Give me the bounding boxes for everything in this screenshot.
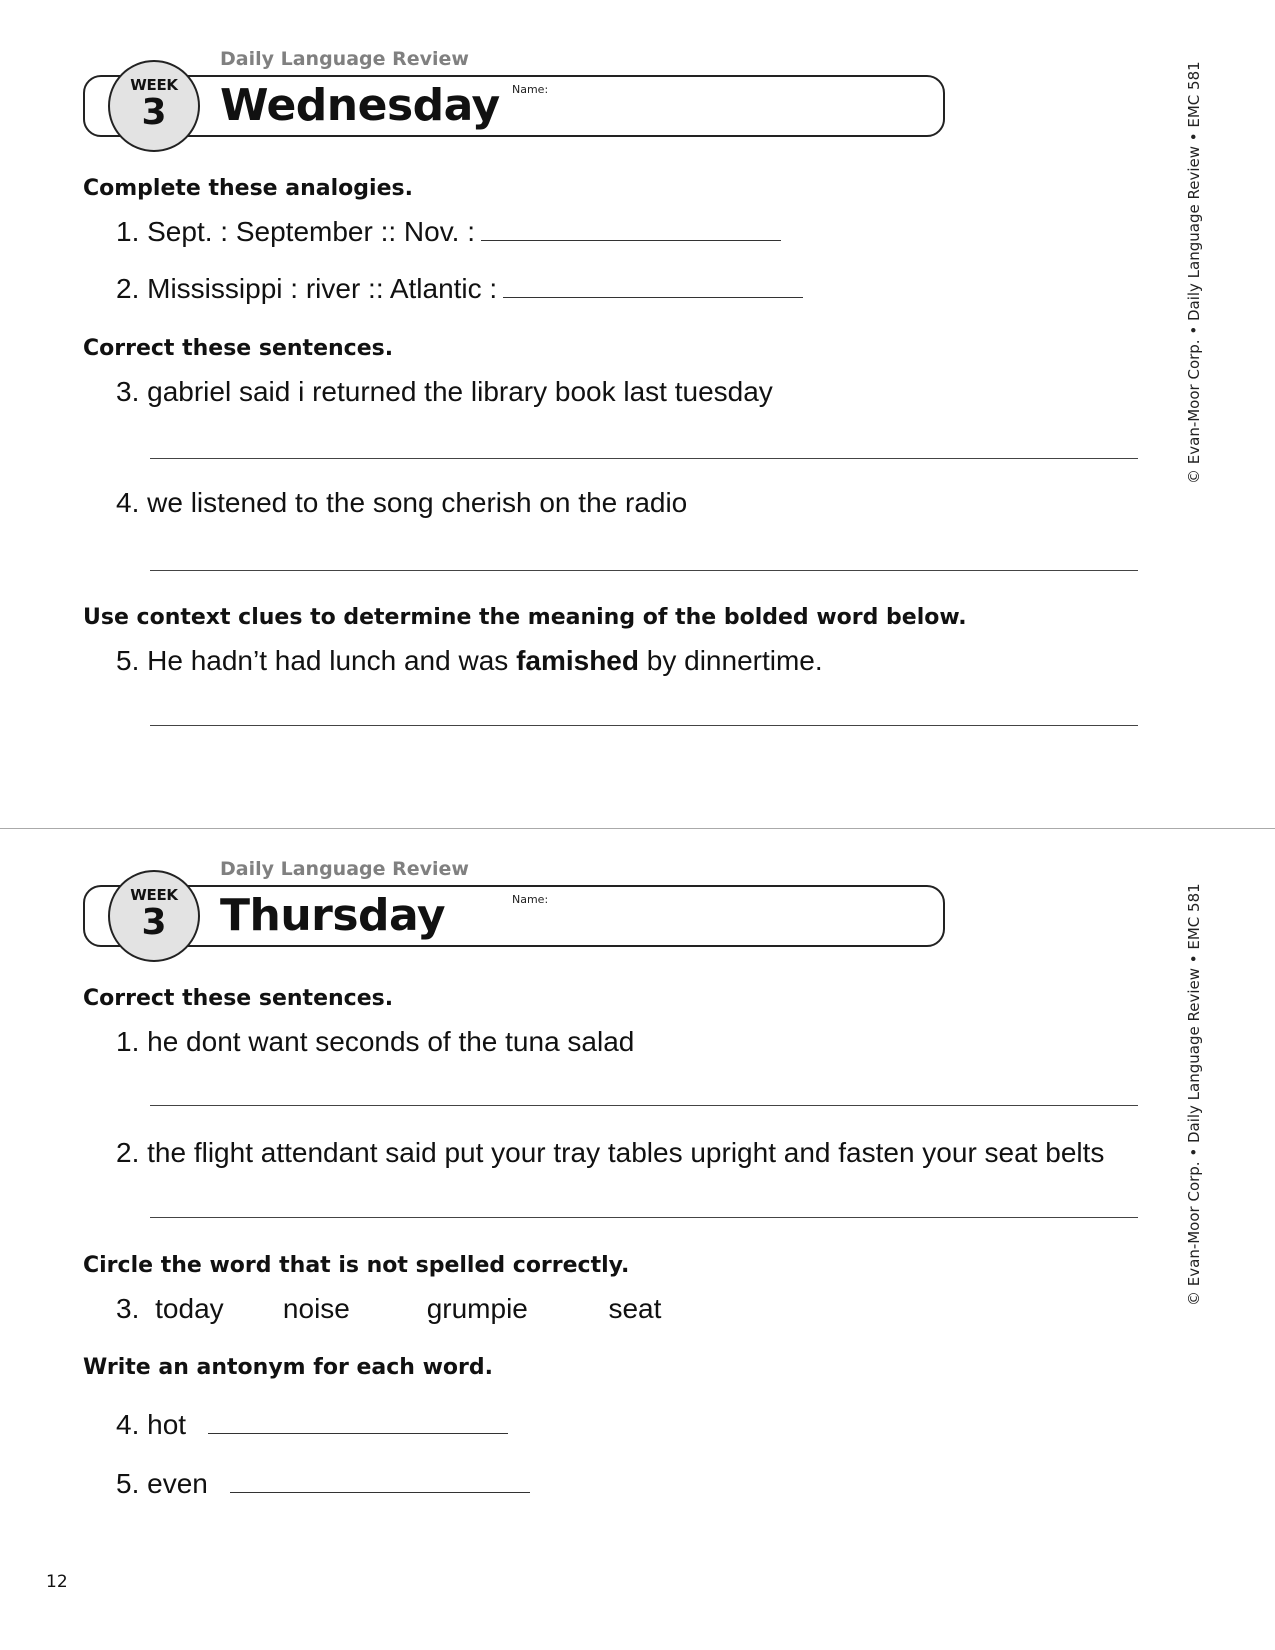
question-4-text: 4. hot xyxy=(116,1409,187,1440)
answer-line-5[interactable] xyxy=(150,725,1138,726)
page-divider xyxy=(0,828,1275,829)
instruction-analogies: Complete these analogies. xyxy=(83,176,413,201)
header-small-title: Daily Language Review xyxy=(220,858,469,880)
instruction-spelling: Circle the word that is not spelled correctly. xyxy=(83,1253,630,1278)
week-number: 3 xyxy=(141,902,167,943)
question-3 xyxy=(116,1293,661,1325)
name-label: Name: xyxy=(512,893,549,906)
answer-blank-2[interactable] xyxy=(503,296,803,298)
question-5 xyxy=(116,645,823,677)
question-1-text: 1. Sept. : September :: Nov. : xyxy=(116,216,475,247)
day-title: Wednesday xyxy=(220,80,500,131)
question-3-number: 3. xyxy=(116,1293,140,1324)
answer-line-3[interactable] xyxy=(150,458,1138,459)
question-3: 3. gabriel said i returned the library book last tuesday xyxy=(116,376,773,407)
name-label: Name: xyxy=(512,83,549,96)
answer-blank-4[interactable] xyxy=(208,1432,508,1434)
side-copyright-text: © Evan-Moor Corp. • Daily Language Review • EMC 581 xyxy=(1185,883,1203,1306)
bolded-word: famished xyxy=(516,645,639,676)
question-4: 4. we listened to the song cherish on the radio xyxy=(116,487,688,518)
answer-line-4[interactable] xyxy=(150,570,1138,571)
question-2: 2. the flight attendant said put your tray tables upright and fasten your seat belts xyxy=(116,1137,1105,1168)
word-choice[interactable]: grumpie xyxy=(426,1293,528,1324)
question-5-post: by dinnertime. xyxy=(646,645,823,676)
week-badge xyxy=(108,870,200,962)
question-1: 1. he dont want seconds of the tuna salad xyxy=(116,1026,635,1057)
instruction-antonym: Write an antonym for each word. xyxy=(83,1355,493,1380)
question-2-text: 2. Mississippi : river :: Atlantic : xyxy=(116,273,498,304)
instruction-context-clues: Use context clues to determine the meaning of the bolded word below. xyxy=(83,605,967,630)
word-choice[interactable]: noise xyxy=(282,1293,350,1324)
instruction-correct: Correct these sentences. xyxy=(83,986,394,1011)
question-4 xyxy=(116,1409,508,1441)
question-1 xyxy=(116,216,781,248)
side-copyright-text: © Evan-Moor Corp. • Daily Language Review • EMC 581 xyxy=(1185,61,1203,484)
question-5-pre: 5. He hadn’t had lunch and was xyxy=(116,645,509,676)
week-number: 3 xyxy=(141,92,167,133)
question-5 xyxy=(116,1468,530,1500)
answer-blank-5[interactable] xyxy=(230,1491,530,1493)
week-label: WEEK xyxy=(130,886,178,904)
week-badge xyxy=(108,60,200,152)
question-5-text: 5. even xyxy=(116,1468,208,1499)
answer-line-2[interactable] xyxy=(150,1217,1138,1218)
day-title: Thursday xyxy=(220,890,446,941)
header-small-title: Daily Language Review xyxy=(220,48,469,70)
word-choice[interactable]: today xyxy=(155,1293,224,1324)
word-choice[interactable]: seat xyxy=(608,1293,662,1324)
instruction-correct: Correct these sentences. xyxy=(83,336,394,361)
week-label: WEEK xyxy=(130,76,178,94)
page-number: 12 xyxy=(46,1572,68,1592)
question-2 xyxy=(116,273,803,305)
answer-line-1[interactable] xyxy=(150,1105,1138,1106)
answer-blank-1[interactable] xyxy=(481,239,781,241)
